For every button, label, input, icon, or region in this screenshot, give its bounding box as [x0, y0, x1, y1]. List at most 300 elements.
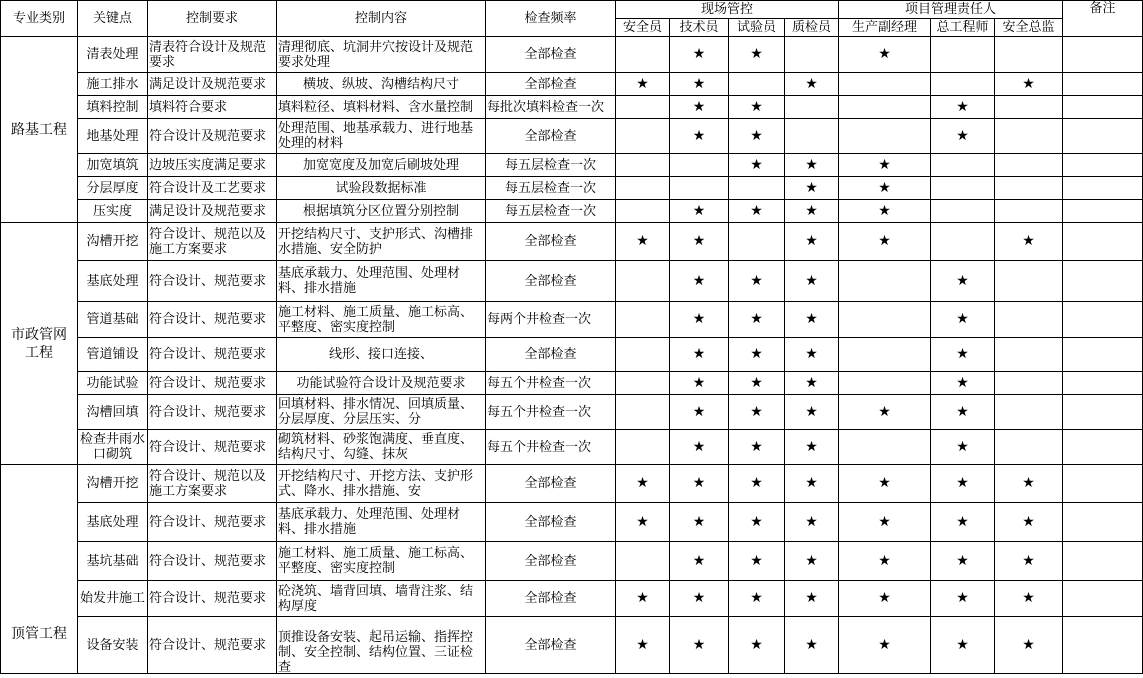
- star-icon: ★: [750, 346, 763, 362]
- role-deputy-manager-cell: [839, 223, 931, 261]
- check-frequency-cell: [486, 177, 616, 200]
- table-row: [1, 338, 1143, 372]
- role-quality-inspector-cell: [785, 465, 839, 503]
- role-safety-officer-cell: [616, 617, 670, 674]
- key-point-cell: [78, 223, 148, 261]
- role-deputy-manager-cell: [839, 119, 931, 154]
- star-icon: ★: [956, 552, 969, 569]
- category-cell: 市政管网工程: [1, 223, 78, 465]
- star-icon: ★: [750, 98, 763, 115]
- control-requirement-cell: [148, 302, 277, 338]
- role-technician-cell: [670, 465, 729, 503]
- key-point: 沟槽开挖: [86, 476, 139, 491]
- control-requirement-cell: [148, 119, 277, 154]
- key-point: 清表处理: [86, 47, 139, 62]
- role-safety-officer-cell: [616, 465, 670, 503]
- check-frequency-cell: [486, 73, 616, 96]
- role-deputy-manager-cell: [839, 200, 931, 223]
- control-content: 功能试验符合设计及规范要求: [296, 375, 466, 391]
- check-frequency: 每五层检查一次: [504, 180, 596, 196]
- role-chief-engineer-cell: [931, 542, 995, 581]
- remarks-cell: [1063, 37, 1143, 73]
- control-content: 根据填筑分区位置分别控制: [302, 203, 459, 219]
- star-icon: ★: [805, 179, 818, 196]
- role-quality-inspector-cell: [785, 338, 839, 372]
- remarks-cell: [1063, 542, 1143, 581]
- role-tester-cell: [729, 223, 785, 261]
- star-icon: ★: [878, 233, 891, 249]
- role-tester-cell: [729, 177, 785, 200]
- check-frequency: 全部检查: [524, 76, 577, 92]
- role-safety-officer-cell: [616, 430, 670, 465]
- role-deputy-manager-cell: [839, 503, 931, 542]
- control-requirement-cell: [148, 177, 277, 200]
- role-technician-cell: [670, 73, 729, 96]
- control-content: 施工材料、施工质量、施工标高、平整度、密实度控制: [278, 304, 474, 335]
- check-frequency-cell: [486, 581, 616, 617]
- role-tester-cell: [729, 581, 785, 617]
- control-requirement-cell: [148, 338, 277, 372]
- control-requirement: 填料符合要求: [149, 99, 228, 115]
- control-content-cell: [277, 119, 486, 154]
- control-requirement-cell: [148, 73, 277, 96]
- role-safety-director-cell: [995, 96, 1063, 119]
- star-icon: ★: [956, 346, 969, 362]
- role-safety-director-cell: [995, 223, 1063, 261]
- table-row: [1, 581, 1143, 617]
- role-quality-inspector-cell: [785, 581, 839, 617]
- star-icon: ★: [750, 127, 763, 144]
- star-icon: ★: [878, 179, 891, 196]
- control-content: 施工材料、施工质量、施工标高、平整度、密实度控制: [278, 546, 474, 576]
- star-icon: ★: [956, 636, 969, 653]
- role-chief-engineer-cell: [931, 302, 995, 338]
- category-cell: 顶管工程: [1, 465, 78, 674]
- role-safety-director-cell: [995, 372, 1063, 395]
- control-requirement-cell: [148, 96, 277, 119]
- role-safety-officer-cell: [616, 338, 670, 372]
- star-icon: ★: [750, 636, 763, 653]
- key-point: 施工排水: [86, 76, 139, 92]
- control-content: 开挖结构尺寸、开挖方法、支护形式、降水、排水措施、安: [278, 468, 474, 499]
- star-icon: ★: [1022, 475, 1035, 491]
- star-icon: ★: [750, 202, 763, 219]
- role-deputy-manager-cell: [839, 581, 931, 617]
- table-row: [1, 223, 1143, 261]
- role-deputy-manager-cell: [839, 73, 931, 96]
- header-mgmt-group: 项目管理责任人: [839, 1, 1063, 19]
- role-safety-officer-cell: [616, 119, 670, 154]
- control-requirement: 满足设计及规范要求: [149, 76, 267, 92]
- star-icon: ★: [1022, 513, 1035, 530]
- control-content-cell: [277, 177, 486, 200]
- star-icon: ★: [805, 346, 818, 362]
- star-icon: ★: [750, 311, 763, 327]
- star-icon: ★: [878, 202, 891, 219]
- star-icon: ★: [750, 156, 763, 173]
- table-row: [1, 503, 1143, 542]
- role-safety-officer-cell: [616, 37, 670, 73]
- control-requirement: 边坡压实度满足要求: [149, 157, 267, 173]
- role-chief-engineer-cell: [931, 200, 995, 223]
- role-deputy-manager-cell: [839, 96, 931, 119]
- role-safety-officer-cell: [616, 177, 670, 200]
- role-tester-cell: [729, 119, 785, 154]
- check-frequency: 全部检查: [524, 234, 577, 249]
- remarks-cell: [1063, 617, 1143, 674]
- control-content-cell: [277, 96, 486, 119]
- control-requirement: 符合设计、规范要求: [149, 404, 267, 420]
- star-icon: ★: [805, 202, 818, 219]
- check-frequency: 全部检查: [524, 514, 577, 530]
- control-requirement-cell: [148, 37, 277, 73]
- remarks-cell: [1063, 73, 1143, 96]
- control-requirement: 符合设计、规范要求: [149, 347, 267, 362]
- role-technician-cell: [670, 261, 729, 302]
- key-point-cell: [78, 338, 148, 372]
- role-quality-inspector-cell: [785, 73, 839, 96]
- control-requirement: 符合设计、规范要求: [149, 637, 267, 653]
- remarks-cell: [1063, 223, 1143, 261]
- role-technician-cell: [670, 223, 729, 261]
- check-frequency: 全部检查: [524, 128, 577, 144]
- role-safety-director-cell: [995, 154, 1063, 177]
- role-deputy-manager-cell: [839, 261, 931, 302]
- role-safety-officer-cell: [616, 302, 670, 338]
- control-content-cell: [277, 200, 486, 223]
- star-icon: ★: [878, 513, 891, 530]
- control-content: 试验段数据标准: [335, 180, 427, 196]
- control-content-cell: [277, 465, 486, 503]
- control-requirement-cell: [148, 581, 277, 617]
- role-tester-cell: [729, 37, 785, 73]
- control-content: 清理彻底、坑洞井穴按设计及规范要求处理: [278, 39, 474, 70]
- control-requirement-cell: [148, 503, 277, 542]
- role-chief-engineer-cell: [931, 154, 995, 177]
- star-icon: ★: [805, 475, 818, 491]
- key-point-cell: [78, 581, 148, 617]
- key-point-cell: [78, 37, 148, 73]
- role-tester-cell: [729, 96, 785, 119]
- role-deputy-manager-cell: [839, 177, 931, 200]
- control-requirement-cell: [148, 200, 277, 223]
- header-role-chief-engineer: 总工程师: [931, 19, 995, 37]
- role-quality-inspector-cell: [785, 177, 839, 200]
- role-deputy-manager-cell: [839, 395, 931, 430]
- check-frequency: 全部检查: [524, 591, 577, 606]
- star-icon: ★: [805, 636, 818, 653]
- check-frequency-cell: [486, 372, 616, 395]
- role-chief-engineer-cell: [931, 261, 995, 302]
- star-icon: ★: [750, 374, 763, 391]
- role-tester-cell: [729, 542, 785, 581]
- table-row: [1, 372, 1143, 395]
- check-frequency-cell: [486, 302, 616, 338]
- key-point-cell: [78, 261, 148, 302]
- header-role-safety-director: 安全总监: [995, 19, 1063, 37]
- check-frequency-cell: [486, 96, 616, 119]
- header-role-quality-inspector: 质检员: [785, 19, 839, 37]
- role-tester-cell: [729, 73, 785, 96]
- table-row: [1, 96, 1143, 119]
- star-icon: ★: [1022, 636, 1035, 653]
- remarks-cell: [1063, 96, 1143, 119]
- header-site-control: 现场管控: [616, 1, 839, 19]
- role-safety-officer-cell: [616, 96, 670, 119]
- check-frequency-cell: [486, 223, 616, 261]
- table-row: [1, 430, 1143, 465]
- remarks-cell: [1063, 503, 1143, 542]
- key-point-cell: [78, 302, 148, 338]
- role-quality-inspector-cell: [785, 223, 839, 261]
- star-icon: ★: [878, 403, 891, 420]
- check-frequency: 全部检查: [524, 347, 577, 362]
- star-icon: ★: [878, 475, 891, 491]
- header-role-safety-officer: 安全员: [616, 19, 670, 37]
- header-frequency: 检查频率: [486, 1, 616, 37]
- control-content: 基底承载力、处理范围、处理材料、排水措施: [278, 266, 461, 296]
- header-role-tester: 试验员: [729, 19, 785, 37]
- role-quality-inspector-cell: [785, 430, 839, 465]
- control-requirement: 符合设计、规范要求: [149, 514, 267, 530]
- star-icon: ★: [956, 475, 969, 491]
- star-icon: ★: [750, 46, 763, 62]
- control-content-cell: [277, 617, 486, 674]
- role-technician-cell: [670, 119, 729, 154]
- role-quality-inspector-cell: [785, 503, 839, 542]
- star-icon: ★: [692, 374, 706, 391]
- table-row: [1, 154, 1143, 177]
- role-chief-engineer-cell: [931, 223, 995, 261]
- star-icon: ★: [1022, 233, 1035, 249]
- role-safety-officer-cell: [616, 73, 670, 96]
- key-point-cell: [78, 430, 148, 465]
- remarks-cell: [1063, 119, 1143, 154]
- key-point-cell: [78, 542, 148, 581]
- star-icon: ★: [805, 233, 818, 249]
- star-icon: ★: [636, 233, 649, 249]
- role-technician-cell: [670, 542, 729, 581]
- control-content-cell: [277, 261, 486, 302]
- star-icon: ★: [956, 127, 969, 144]
- role-chief-engineer-cell: [931, 465, 995, 503]
- role-quality-inspector-cell: [785, 372, 839, 395]
- star-icon: ★: [956, 374, 969, 391]
- key-point-cell: [78, 465, 148, 503]
- control-requirement: 符合设计、规范要求: [149, 553, 267, 569]
- star-icon: ★: [805, 438, 818, 455]
- role-safety-officer-cell: [616, 200, 670, 223]
- key-point-cell: [78, 177, 148, 200]
- control-requirement: 符合设计、规范要求: [149, 439, 267, 455]
- control-content-cell: [277, 154, 486, 177]
- role-safety-director-cell: [995, 200, 1063, 223]
- key-point-cell: [78, 200, 148, 223]
- role-deputy-manager-cell: [839, 465, 931, 503]
- control-content-cell: [277, 372, 486, 395]
- check-frequency-cell: [486, 430, 616, 465]
- role-technician-cell: [670, 37, 729, 73]
- star-icon: ★: [750, 272, 763, 289]
- star-icon: ★: [750, 438, 763, 455]
- role-chief-engineer-cell: [931, 372, 995, 395]
- remarks-cell: [1063, 302, 1143, 338]
- control-content-cell: [277, 73, 486, 96]
- star-icon: ★: [956, 438, 969, 455]
- key-point-cell: [78, 395, 148, 430]
- star-icon: ★: [750, 590, 763, 606]
- check-frequency: 全部检查: [524, 553, 577, 569]
- star-icon: ★: [805, 156, 818, 173]
- check-frequency-cell: [486, 395, 616, 430]
- star-icon: ★: [956, 513, 969, 530]
- role-safety-officer-cell: [616, 372, 670, 395]
- table-row: [1, 200, 1143, 223]
- key-point: 沟槽开挖: [86, 234, 139, 249]
- key-point-cell: [78, 96, 148, 119]
- control-content-cell: [277, 503, 486, 542]
- table-body: [1, 37, 1143, 674]
- role-tester-cell: [729, 465, 785, 503]
- check-frequency: 全部检查: [524, 47, 577, 62]
- control-content: 开挖结构尺寸、支护形式、沟槽排水措施、安全防护: [278, 226, 474, 257]
- check-frequency: 每两个井检查一次: [487, 312, 592, 327]
- star-icon: ★: [805, 374, 818, 391]
- star-icon: ★: [692, 272, 706, 289]
- role-safety-director-cell: [995, 338, 1063, 372]
- table-row: [1, 73, 1143, 96]
- role-safety-director-cell: [995, 581, 1063, 617]
- control-content: 砌筑材料、砂浆饱满度、垂直度、结构尺寸、勾缝、抹灰: [278, 432, 474, 462]
- role-deputy-manager-cell: [839, 37, 931, 73]
- role-tester-cell: [729, 503, 785, 542]
- table-row: [1, 302, 1143, 338]
- key-point-cell: [78, 154, 148, 177]
- check-frequency-cell: [486, 465, 616, 503]
- check-frequency: 全部检查: [524, 273, 577, 289]
- control-requirement-cell: [148, 430, 277, 465]
- role-technician-cell: [670, 617, 729, 674]
- role-safety-director-cell: [995, 617, 1063, 674]
- role-quality-inspector-cell: [785, 96, 839, 119]
- role-technician-cell: [670, 430, 729, 465]
- control-content-cell: [277, 430, 486, 465]
- role-deputy-manager-cell: [839, 542, 931, 581]
- remarks-cell: [1063, 200, 1143, 223]
- control-content: 横坡、纵坡、沟槽结构尺寸: [302, 76, 459, 92]
- category-cell: 路基工程: [1, 37, 78, 223]
- role-tester-cell: [729, 372, 785, 395]
- control-requirement-cell: [148, 542, 277, 581]
- role-quality-inspector-cell: [785, 200, 839, 223]
- key-point: 管道基础: [86, 312, 139, 327]
- header-requirement: 控制要求: [148, 1, 277, 37]
- role-safety-director-cell: [995, 119, 1063, 154]
- control-requirement: 符合设计及规范要求: [149, 128, 267, 144]
- star-icon: ★: [750, 552, 763, 569]
- role-technician-cell: [670, 177, 729, 200]
- control-requirement: 符合设计、规范要求: [149, 273, 267, 289]
- role-safety-director-cell: [995, 73, 1063, 96]
- star-icon: ★: [805, 552, 818, 569]
- control-content-cell: [277, 338, 486, 372]
- control-requirement-cell: [148, 261, 277, 302]
- star-icon: ★: [805, 590, 818, 606]
- key-point-cell: [78, 503, 148, 542]
- key-point: 基底处理: [86, 273, 139, 289]
- role-chief-engineer-cell: [931, 37, 995, 73]
- key-point: 始发井施工: [79, 591, 145, 606]
- control-requirement-cell: [148, 617, 277, 674]
- star-icon: ★: [692, 127, 706, 144]
- star-icon: ★: [692, 311, 706, 327]
- star-icon: ★: [878, 552, 891, 569]
- header-role-deputy-manager: 生产副经理: [839, 19, 931, 37]
- star-icon: ★: [750, 403, 763, 420]
- role-safety-director-cell: [995, 177, 1063, 200]
- key-point-cell: [78, 119, 148, 154]
- control-content: 处理范围、地基承载力、进行地基处理的材料: [278, 121, 474, 151]
- control-content: 砼浇筑、墙背回填、墙背注浆、结构厚度: [278, 583, 474, 614]
- control-requirement: 符合设计、规范要求: [149, 591, 267, 606]
- role-chief-engineer-cell: [931, 430, 995, 465]
- table-row: [1, 617, 1143, 674]
- role-technician-cell: [670, 372, 729, 395]
- table-row: [1, 37, 1143, 73]
- check-frequency: 每五层检查一次: [504, 157, 596, 173]
- role-safety-director-cell: [995, 503, 1063, 542]
- role-deputy-manager-cell: [839, 617, 931, 674]
- control-content: 基底承载力、处理范围、处理材料、排水措施: [278, 507, 461, 537]
- control-requirement: 符合设计及工艺要求: [149, 180, 267, 196]
- role-chief-engineer-cell: [931, 177, 995, 200]
- role-tester-cell: [729, 200, 785, 223]
- remarks-cell: [1063, 372, 1143, 395]
- role-deputy-manager-cell: [839, 338, 931, 372]
- role-technician-cell: [670, 96, 729, 119]
- role-quality-inspector-cell: [785, 154, 839, 177]
- key-point: 功能试验: [86, 375, 139, 391]
- star-icon: ★: [692, 590, 706, 606]
- role-quality-inspector-cell: [785, 395, 839, 430]
- role-chief-engineer-cell: [931, 617, 995, 674]
- header-remarks: 备注: [1063, 1, 1143, 37]
- remarks-cell: [1063, 395, 1143, 430]
- role-technician-cell: [670, 200, 729, 223]
- role-chief-engineer-cell: [931, 96, 995, 119]
- role-tester-cell: [729, 261, 785, 302]
- role-safety-director-cell: [995, 302, 1063, 338]
- control-requirement: 符合设计、规范要求: [149, 375, 267, 391]
- role-safety-officer-cell: [616, 223, 670, 261]
- control-requirement-cell: [148, 154, 277, 177]
- star-icon: ★: [692, 46, 706, 62]
- check-frequency: 每五个井检查一次: [487, 439, 592, 455]
- star-icon: ★: [636, 475, 649, 491]
- star-icon: ★: [878, 46, 891, 62]
- check-frequency: 每五个井检查一次: [487, 375, 592, 391]
- star-icon: ★: [636, 636, 649, 653]
- role-safety-officer-cell: [616, 395, 670, 430]
- role-quality-inspector-cell: [785, 302, 839, 338]
- control-content-cell: [277, 581, 486, 617]
- role-safety-officer-cell: [616, 503, 670, 542]
- role-technician-cell: [670, 338, 729, 372]
- table-row: [1, 177, 1143, 200]
- control-content-cell: [277, 302, 486, 338]
- role-quality-inspector-cell: [785, 542, 839, 581]
- key-point: 管道铺设: [86, 347, 139, 362]
